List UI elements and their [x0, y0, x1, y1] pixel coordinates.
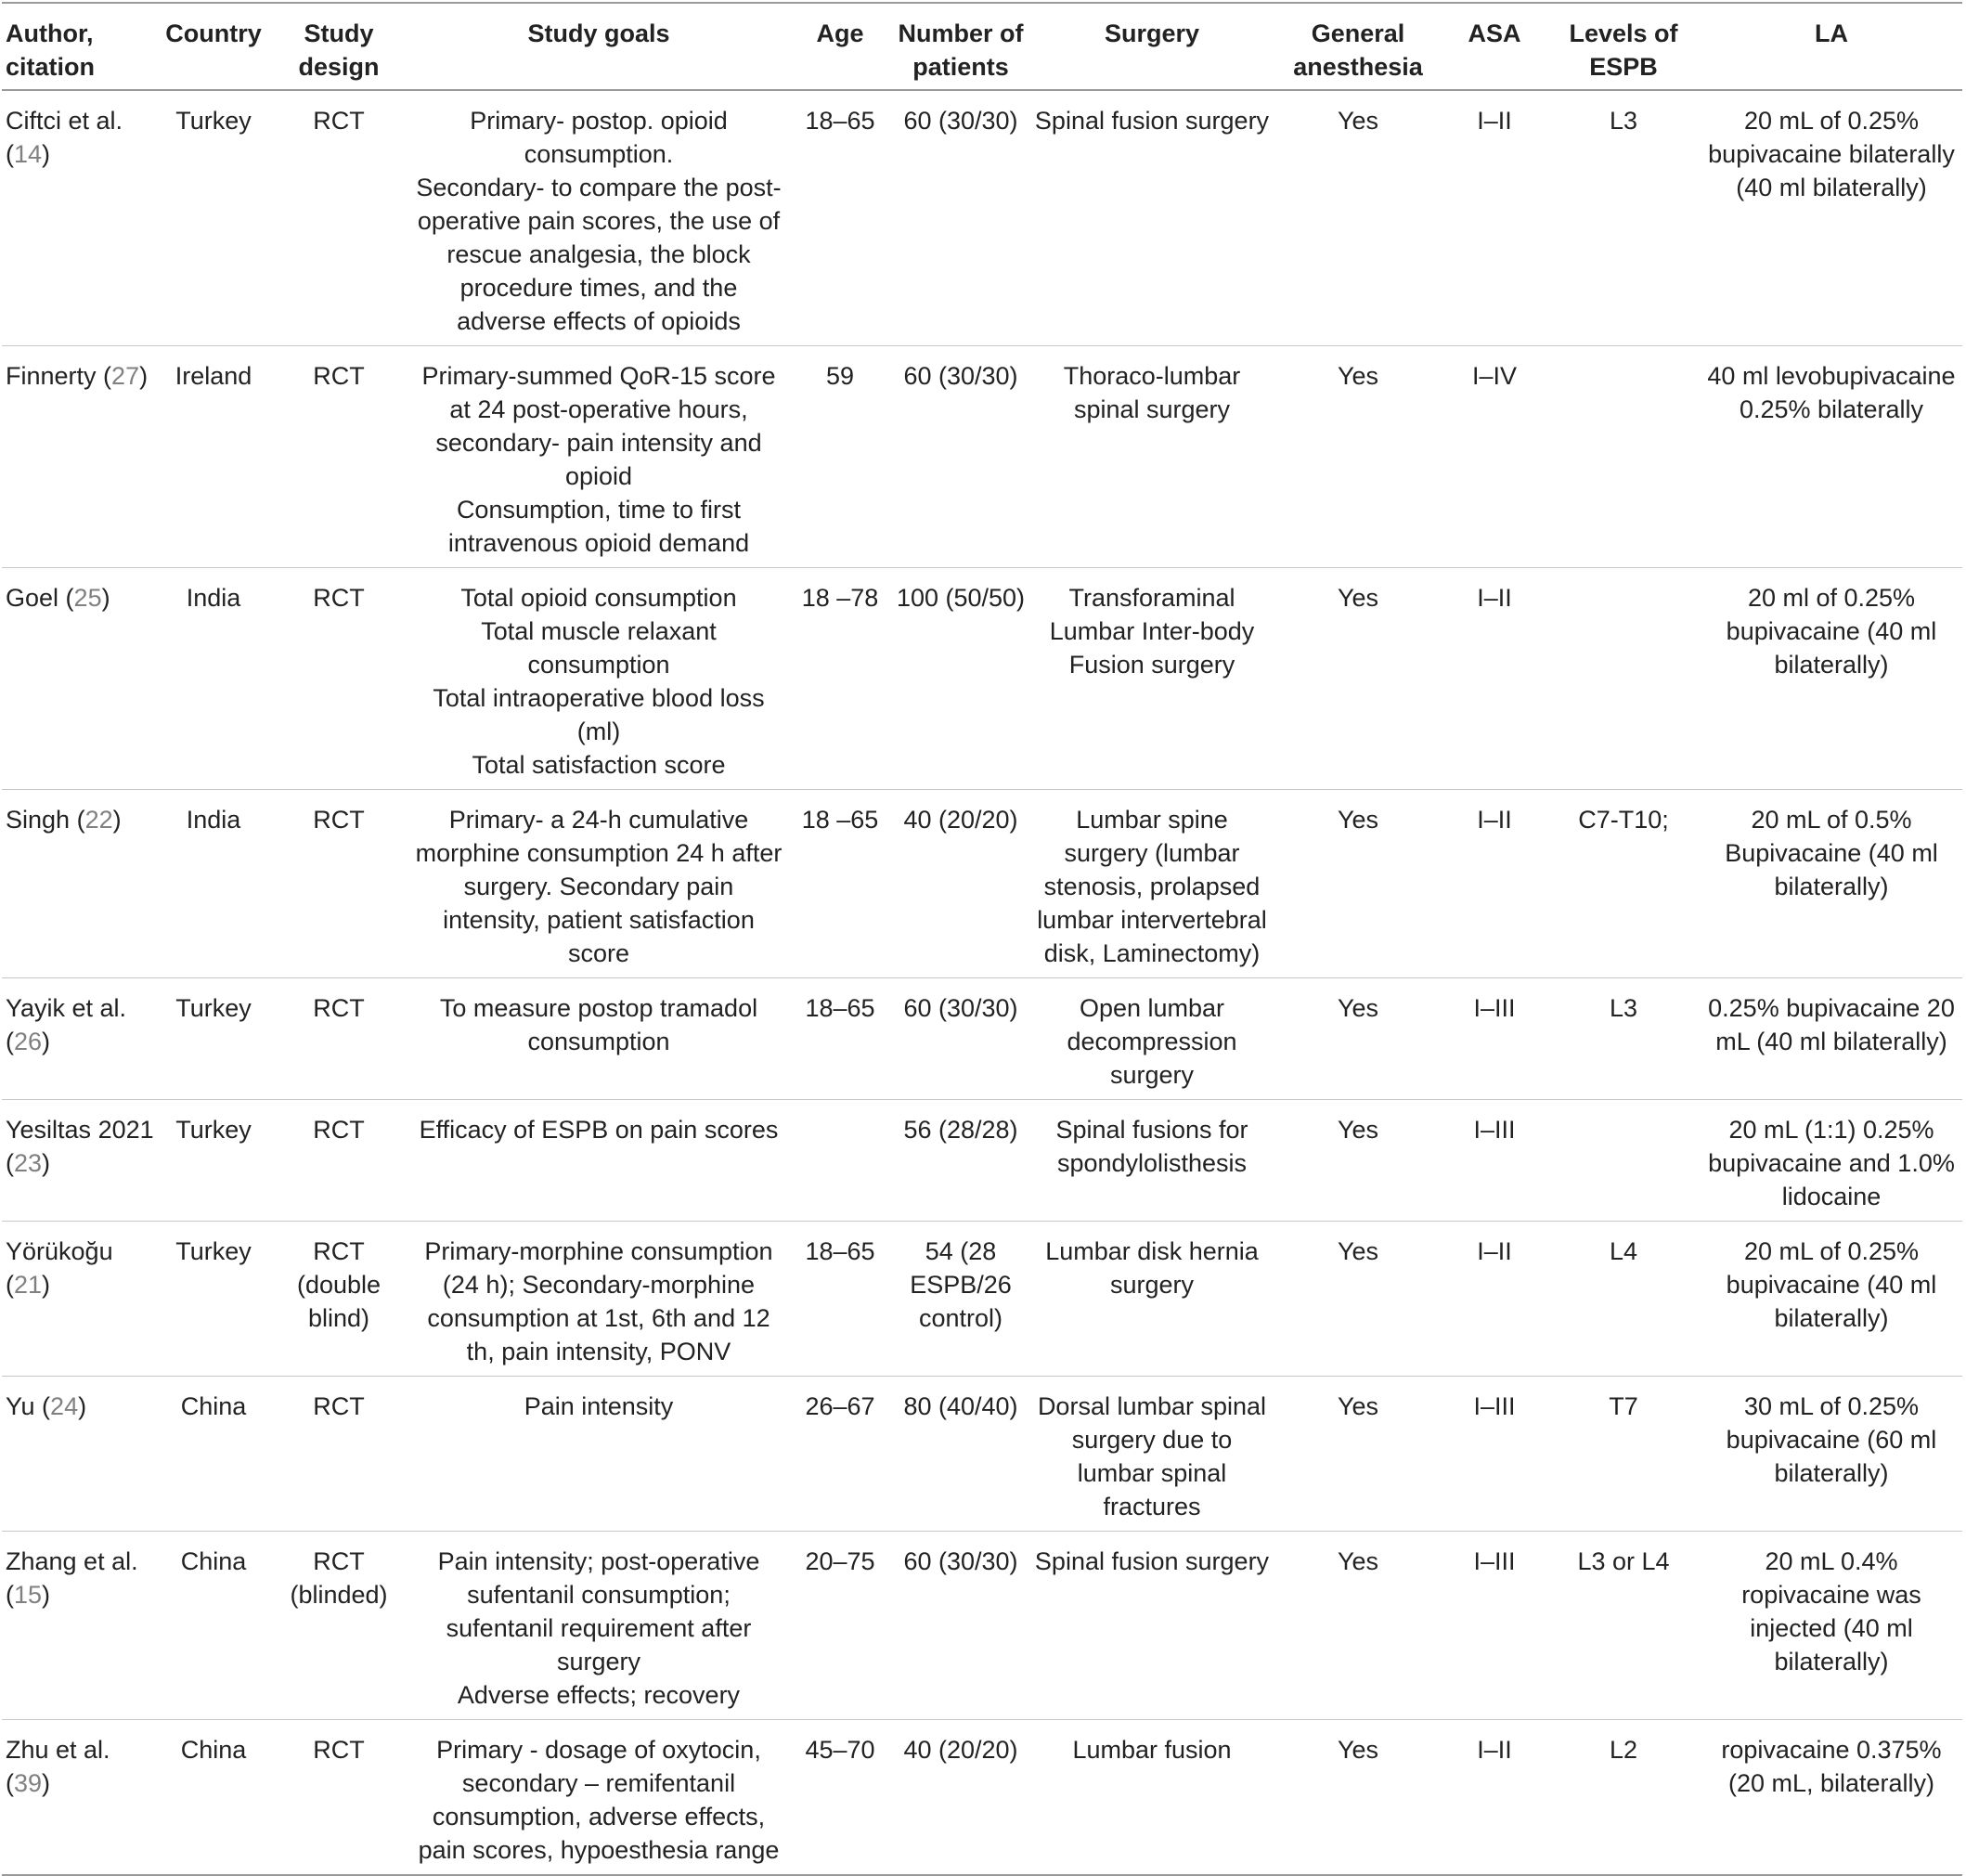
study-goal-text: Primary- postop. opioid consumption. — [470, 107, 728, 168]
cell-number-of-patients: 80 (40/40) — [903, 1392, 1018, 1420]
study-goal-text: Total intraoperative blood loss (ml) — [433, 684, 765, 745]
cell-study-goals — [408, 1222, 789, 1377]
cell-asa: I–III — [1473, 994, 1516, 1022]
table-row — [2, 90, 1962, 346]
author-name: Zhang et al. — [6, 1547, 138, 1575]
cell-study-goals — [408, 1100, 789, 1222]
author-name: Yayik et al. — [6, 994, 127, 1022]
cell-general-anesthesia: Yes — [1337, 584, 1379, 612]
cell-surgery: Spinal fusion surgery — [1034, 107, 1270, 135]
cell-surgery: Thoraco-lumbar spinal surgery — [1063, 362, 1241, 423]
cell-surgery: Dorsal lumbar spinal surgery due to lumbar spinal fractures — [1037, 1392, 1267, 1520]
citation-link[interactable]: 27 — [111, 362, 140, 390]
cell-age: 18–65 — [805, 994, 875, 1022]
cell-country: China — [180, 1547, 247, 1575]
cell-author: Goel (25) — [6, 584, 110, 612]
cell-asa: I–II — [1477, 1736, 1512, 1764]
table-row — [2, 1222, 1962, 1377]
study-goal-text: Total satisfaction score — [472, 751, 726, 779]
table-body — [2, 90, 1962, 1875]
cell-levels-of-espb — [1546, 346, 1701, 568]
cell-asa: I–III — [1473, 1392, 1516, 1420]
table-row — [2, 1100, 1962, 1222]
study-goal-text: Total opioid consumption — [460, 584, 737, 612]
cell-age — [789, 1100, 891, 1222]
cell-la: 20 mL of 0.5% Bupivacaine (40 ml bilaterally) — [1725, 806, 1938, 900]
study-goal-text: Secondary- to compare the post-operative pain scores, the use of rescue analgesia, the block procedure times, and the adverse effects of opioids — [416, 174, 782, 335]
cell-study-design: RCT (blinded) — [290, 1547, 388, 1609]
cell-study-goals — [408, 1720, 789, 1876]
cell-study-design: RCT — [313, 1392, 365, 1420]
cell-study-design: RCT — [313, 1116, 365, 1144]
author-name: Finnerty — [6, 362, 97, 390]
citation-link[interactable]: 15 — [14, 1581, 43, 1609]
study-goal-text: Pain intensity — [524, 1392, 674, 1420]
cell-age: 18–65 — [805, 1237, 875, 1265]
cell-general-anesthesia: Yes — [1337, 1736, 1379, 1764]
cell-general-anesthesia: Yes — [1337, 362, 1379, 390]
cell-la: 20 mL (1:1) 0.25% bupivacaine and 1.0% lidocaine — [1708, 1116, 1955, 1210]
cell-country: Ireland — [175, 362, 252, 390]
cell-country: China — [180, 1392, 247, 1420]
study-goal-text: Primary- a 24-h cumulative morphine consumption 24 h after surgery. Secondary pain intensity, patient satisfaction score — [415, 806, 783, 967]
cell-asa: I–III — [1473, 1547, 1516, 1575]
author-name: Yörükoğu — [6, 1237, 113, 1265]
header-study-goals: Study goals — [527, 19, 670, 47]
cell-general-anesthesia: Yes — [1337, 1237, 1379, 1265]
study-goal-text: Pain intensity; post-operative sufentanil consumption; sufentanil requirement after surgery — [437, 1547, 760, 1675]
cell-number-of-patients: 100 (50/50) — [896, 584, 1026, 612]
table-row — [2, 978, 1962, 1100]
author-name: Singh — [6, 806, 71, 834]
cell-levels-of-espb: L3 or L4 — [1577, 1547, 1670, 1575]
header-number-of-patients: Number of patients — [898, 19, 1024, 81]
cell-study-goals — [408, 346, 789, 568]
cell-age: 20–75 — [805, 1547, 875, 1575]
cell-study-goals — [408, 790, 789, 978]
table-row — [2, 1377, 1962, 1532]
cell-number-of-patients: 60 (30/30) — [903, 107, 1018, 135]
cell-general-anesthesia: Yes — [1337, 1392, 1379, 1420]
header-country: Country — [165, 19, 262, 47]
cell-surgery: Lumbar spine surgery (lumbar stenosis, prolapsed lumbar intervertebral disk, Laminectomy) — [1037, 806, 1267, 967]
author-name: Goel — [6, 584, 59, 612]
study-goal-text: Consumption, time to first intravenous opioid demand — [447, 496, 750, 557]
cell-age: 26–67 — [805, 1392, 875, 1420]
cell-levels-of-espb: L4 — [1609, 1237, 1638, 1265]
cell-author: Finnerty (27) — [6, 362, 149, 390]
cell-study-design: RCT — [313, 362, 365, 390]
citation-link[interactable]: 24 — [50, 1392, 79, 1420]
study-goal-text: To measure postop tramadol consumption — [439, 994, 758, 1055]
author-name: Zhu et al. — [6, 1736, 110, 1764]
citation-link[interactable]: 23 — [14, 1149, 43, 1177]
cell-author: Yesiltas 2021 (23) — [6, 1116, 154, 1177]
cell-age: 59 — [825, 362, 855, 390]
cell-study-goals — [408, 1377, 789, 1532]
cell-la: 20 mL 0.4% ropivacaine was injected (40 ml bilaterally) — [1741, 1547, 1921, 1675]
cell-asa: I–IV — [1471, 362, 1518, 390]
cell-general-anesthesia: Yes — [1337, 1547, 1379, 1575]
cell-country: India — [186, 806, 241, 834]
table-row — [2, 1720, 1962, 1876]
study-goal-text: Efficacy of ESPB on pain scores — [419, 1116, 779, 1144]
cell-levels-of-espb — [1546, 568, 1701, 790]
cell-number-of-patients: 60 (30/30) — [903, 362, 1018, 390]
table-row — [2, 346, 1962, 568]
cell-levels-of-espb: C7-T10; — [1578, 806, 1669, 834]
cell-author: Yörükoğu (21) — [6, 1237, 113, 1299]
cell-la: 40 ml levobupivacaine 0.25% bilaterally — [1707, 362, 1956, 423]
cell-surgery: Spinal fusions for spondylolisthesis — [1055, 1116, 1248, 1177]
cell-study-goals — [408, 568, 789, 790]
cell-age: 18 –78 — [801, 584, 879, 612]
header-surgery: Surgery — [1104, 19, 1200, 47]
cell-author: Singh (22) — [6, 806, 122, 834]
header-row — [2, 3, 1962, 90]
cell-study-goals — [408, 90, 789, 346]
cell-country: Turkey — [175, 107, 252, 135]
header-age: Age — [816, 19, 864, 47]
cell-asa: I–III — [1473, 1116, 1516, 1144]
cell-levels-of-espb: L2 — [1609, 1736, 1638, 1764]
cell-la: 20 mL of 0.25% bupivacaine bilaterally (40 ml bilaterally) — [1708, 107, 1955, 201]
table-row — [2, 1532, 1962, 1720]
cell-number-of-patients: 40 (20/20) — [903, 806, 1018, 834]
cell-author: Yu (24) — [6, 1392, 87, 1420]
cell-surgery: Lumbar disk hernia surgery — [1045, 1237, 1259, 1299]
cell-age: 18 –65 — [801, 806, 879, 834]
cell-levels-of-espb: T7 — [1609, 1392, 1638, 1420]
citation-link[interactable]: 22 — [84, 806, 113, 834]
cell-number-of-patients: 40 (20/20) — [903, 1736, 1018, 1764]
cell-levels-of-espb: L3 — [1609, 107, 1638, 135]
cell-number-of-patients: 54 (28 ESPB/26 control) — [910, 1237, 1012, 1332]
cell-age: 18–65 — [805, 107, 875, 135]
cell-country: China — [180, 1736, 247, 1764]
cell-surgery: Open lumbar decompression surgery — [1067, 994, 1237, 1089]
citation-link[interactable]: 14 — [14, 140, 43, 168]
table-row — [2, 790, 1962, 978]
cell-la: 20 mL of 0.25% bupivacaine (40 ml bilaterally) — [1726, 1237, 1937, 1332]
study-goal-text: Primary-morphine consumption (24 h); Secondary-morphine consumption at 1st, 6th and 12 th, pain intensity, PONV — [424, 1237, 773, 1365]
cell-country: Turkey — [175, 1116, 252, 1144]
cell-country: Turkey — [175, 1237, 252, 1265]
header-asa: ASA — [1468, 19, 1521, 47]
cell-country: Turkey — [175, 994, 252, 1022]
cell-number-of-patients: 56 (28/28) — [903, 1116, 1018, 1144]
author-name: Ciftci et al. — [6, 107, 123, 135]
header-study-design: Study design — [298, 19, 380, 81]
cell-study-design: RCT — [313, 1736, 365, 1764]
cell-la: 0.25% bupivacaine 20 mL (40 ml bilaterally) — [1708, 994, 1955, 1055]
cell-surgery: Lumbar fusion — [1072, 1736, 1232, 1764]
cell-surgery: Transforaminal Lumbar Inter-body Fusion surgery — [1049, 584, 1255, 679]
cell-general-anesthesia: Yes — [1337, 1116, 1379, 1144]
cell-author: Yayik et al. (26) — [6, 994, 127, 1055]
author-name: Yesiltas 2021 — [6, 1116, 154, 1144]
header-general-anesthesia: General anesthesia — [1293, 19, 1423, 81]
header-levels-of-espb: Levels of ESPB — [1569, 19, 1678, 81]
header-author: Author, citation — [6, 19, 96, 81]
cell-general-anesthesia: Yes — [1337, 107, 1379, 135]
cell-study-design: RCT — [313, 584, 365, 612]
cell-number-of-patients: 60 (30/30) — [903, 994, 1018, 1022]
cell-study-design: RCT — [313, 806, 365, 834]
author-name: Yu — [6, 1392, 35, 1420]
cell-la: ropivacaine 0.375% (20 mL, bilaterally) — [1721, 1736, 1942, 1797]
cell-study-design: RCT — [313, 107, 365, 135]
header-la: LA — [1815, 19, 1848, 47]
study-goal-text: Adverse effects; recovery — [457, 1681, 741, 1709]
table-row — [2, 568, 1962, 790]
cell-asa: I–II — [1477, 1237, 1512, 1265]
cell-country: India — [186, 584, 241, 612]
cell-levels-of-espb — [1546, 1100, 1701, 1222]
studies-table — [2, 2, 1962, 1876]
cell-number-of-patients: 60 (30/30) — [903, 1547, 1018, 1575]
cell-asa: I–II — [1477, 806, 1512, 834]
cell-age: 45–70 — [805, 1736, 875, 1764]
cell-general-anesthesia: Yes — [1337, 806, 1379, 834]
cell-levels-of-espb: L3 — [1609, 994, 1638, 1022]
cell-asa: I–II — [1477, 584, 1512, 612]
cell-study-design: RCT — [313, 994, 365, 1022]
cell-author: Zhu et al. (39) — [6, 1736, 110, 1797]
citation-link[interactable]: 21 — [14, 1271, 43, 1299]
cell-surgery: Spinal fusion surgery — [1034, 1547, 1270, 1575]
citation-link[interactable]: 25 — [73, 584, 102, 612]
cell-study-design: RCT (double blind) — [296, 1237, 382, 1332]
citation-link[interactable]: 39 — [14, 1769, 43, 1797]
study-goal-text: Primary - dosage of oxytocin, secondary – remifentanil consumption, adverse effects, pain scores, hypoesthesia range — [418, 1736, 780, 1864]
study-goal-text: Total muscle relaxant consumption — [481, 617, 717, 679]
cell-study-goals — [408, 1532, 789, 1720]
cell-general-anesthesia: Yes — [1337, 994, 1379, 1022]
cell-author: Ciftci et al. (14) — [6, 107, 123, 168]
cell-study-goals — [408, 978, 789, 1100]
cell-la: 30 mL of 0.25% bupivacaine (60 ml bilaterally) — [1726, 1392, 1937, 1487]
study-goal-text: Primary-summed QoR-15 score at 24 post-operative hours, secondary- pain intensity and opioid — [421, 362, 776, 490]
citation-link[interactable]: 26 — [14, 1028, 43, 1055]
cell-asa: I–II — [1477, 107, 1512, 135]
cell-author: Zhang et al. (15) — [6, 1547, 138, 1609]
cell-la: 20 ml of 0.25% bupivacaine (40 ml bilaterally) — [1726, 584, 1937, 679]
